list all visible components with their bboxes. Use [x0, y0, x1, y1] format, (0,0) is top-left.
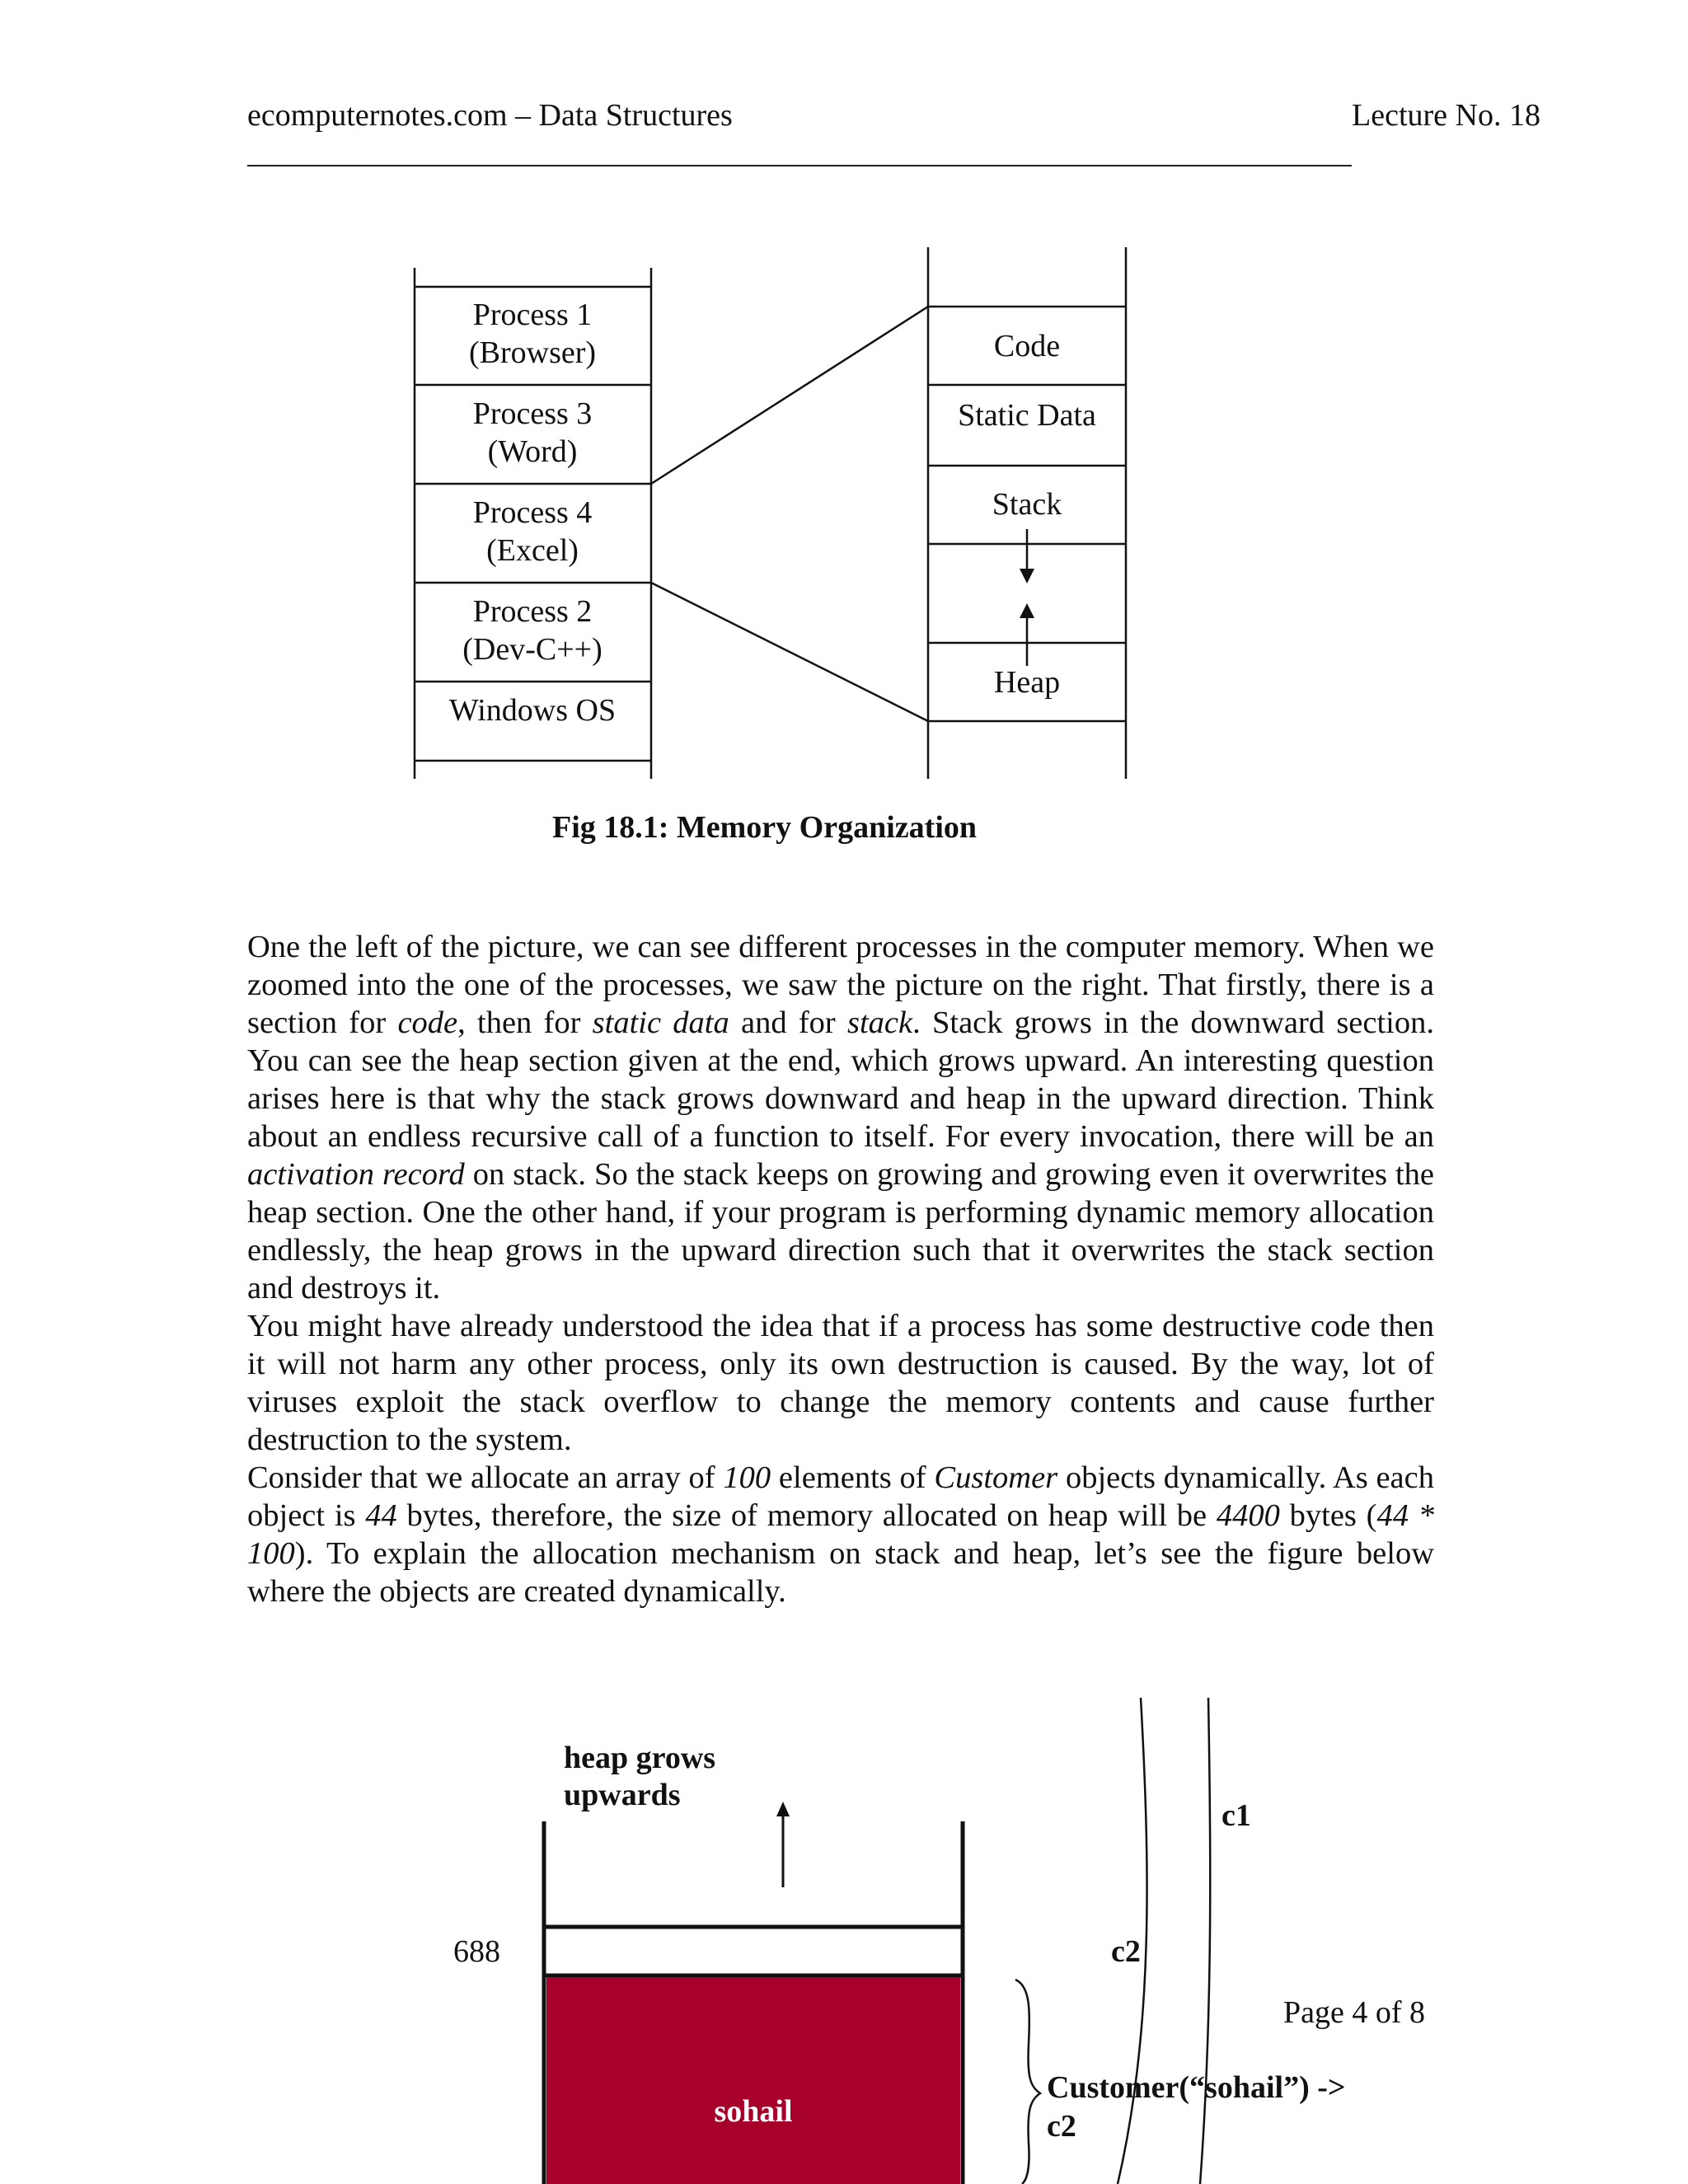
- sohail-block-label: sohail: [714, 2094, 793, 2129]
- zoom-line-top: [651, 307, 928, 484]
- brace-icon: [1015, 1980, 1040, 2184]
- arrow-up-head-icon: [776, 1802, 790, 1816]
- sohail-object-block: [546, 1977, 960, 2184]
- paragraph-3: Consider that we allocate an array of 100 elements of Customer objects dynamically. As each object is 44 bytes, therefore, the size of memory allocated on heap will be 4400 bytes (44 * 100). To explain the allocation mechanism on stack and heap, let’s see the figure below where the objects are created dynamically.: [247, 1460, 1435, 1609]
- code-segment-label: Code: [993, 329, 1061, 363]
- process-2-name: Process 2: [472, 594, 593, 629]
- process-4-name: Process 4: [472, 495, 593, 530]
- process-4-app: (Excel): [486, 533, 579, 568]
- zoom-line-bottom: [651, 583, 928, 721]
- c1-label: c1: [1221, 1798, 1251, 1833]
- process-3-name: Process 3: [472, 396, 593, 431]
- process-3-app: (Word): [487, 434, 578, 469]
- paragraph-1: One the left of the picture, we can see different processes in the computer memory. When we zoomed into the one of the processes, we saw the picture on the right. That firstly, there is a section for code, then for static data and for stack. Stack grows in the downward section. You can see the heap section given at the end, which grows upward. An interesting question arises here is that why the stack grows downward and heap in the upward direction. Think about an endless recursive call of a function to itself. For every invocation, there will be an activation record on stack. So the stack keeps on growing and growing even it overwrites the heap section. One the other hand, if your program is performing dynamic memory allocation endlessly, the heap grows in the upward direction such that it overwrites the stack section and destroys it.: [247, 930, 1434, 1305]
- heap-segment-label: Heap: [993, 665, 1061, 700]
- header-title: ecomputernotes.com – Data Structures: [247, 98, 733, 133]
- heap-allocation-figure: [0, 1681, 1688, 2184]
- c1-pointer-curve: [1200, 1698, 1210, 2184]
- figure-caption: Fig 18.1: Memory Organization: [552, 810, 978, 845]
- memory-organization-figure: [0, 0, 1688, 808]
- arrow-down-head-icon: [1020, 569, 1034, 583]
- heap-grows-label-line1: heap grows: [564, 1741, 716, 1775]
- heap-grows-label-line2: upwards: [564, 1778, 681, 1812]
- paragraph-2: You might have already understood the idea that if a process has some destructive code then it will not harm any other process, only its own destruction is caused. By the way, lot of viruses exploit the stack overflow to change the memory contents and cause further destruction to the system.: [247, 1309, 1434, 1457]
- customer-call-target: c2: [1047, 2109, 1076, 2144]
- arrow-up-head-icon: [1020, 603, 1034, 618]
- page-number: Page 4 of 8: [1283, 1995, 1426, 2030]
- customer-constructor-call: Customer(“sohail”) ->: [1047, 2070, 1346, 2105]
- windows-os-label: Windows OS: [448, 693, 617, 728]
- body-text: [247, 928, 1434, 1610]
- static-data-segment-label: Static Data: [958, 398, 1096, 433]
- process-1-name: Process 1: [472, 298, 593, 332]
- process-2-app: (Dev-C++): [462, 632, 603, 667]
- process-1-app: (Browser): [468, 335, 597, 370]
- address-label: 688: [453, 1934, 500, 1969]
- c2-label: c2: [1111, 1934, 1141, 1969]
- stack-segment-label: Stack: [992, 487, 1062, 522]
- header-lecture-number: Lecture No. 18: [1352, 98, 1540, 133]
